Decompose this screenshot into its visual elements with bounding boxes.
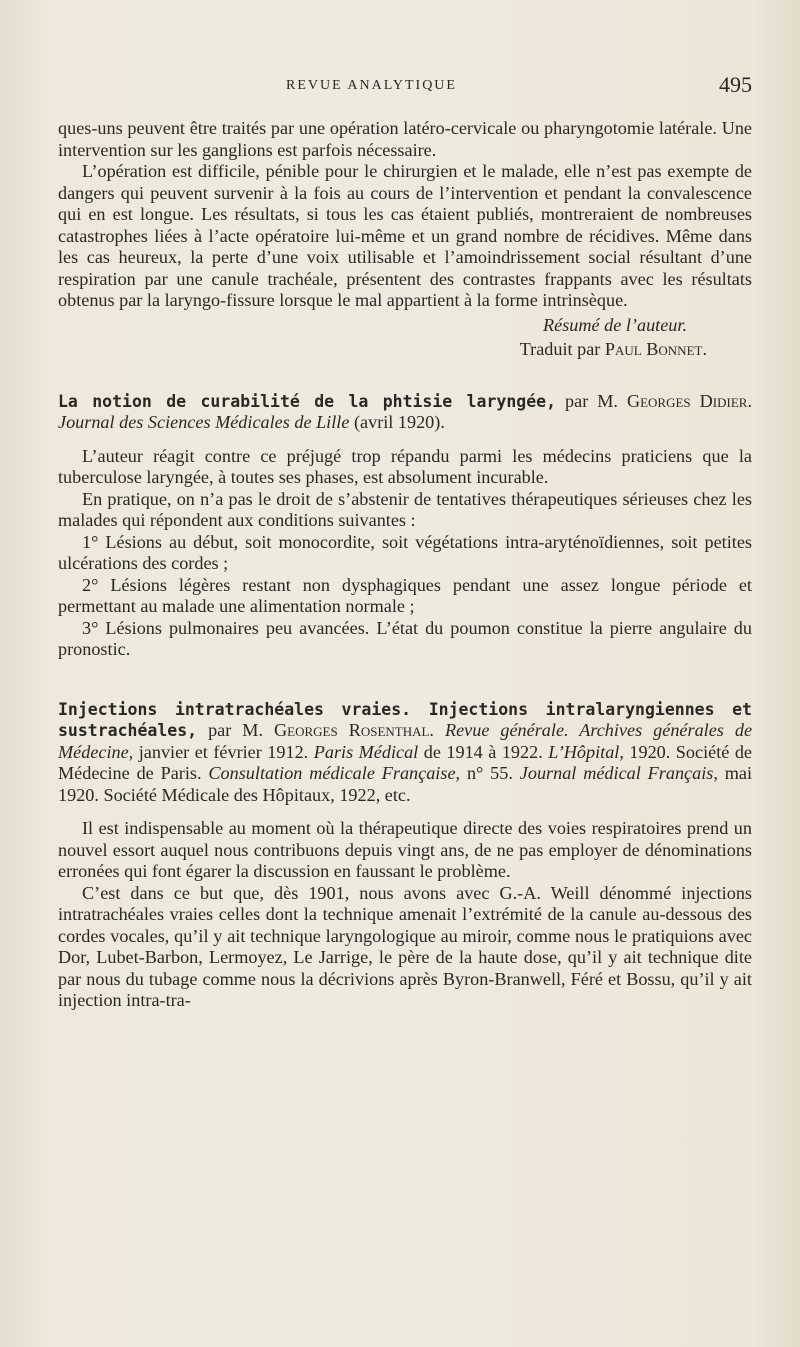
article-source: Paris Médical	[313, 741, 419, 762]
article-date: 1920. Société de Médecine de Paris.	[58, 741, 753, 783]
article-heading-injections	[58, 699, 752, 807]
article-by: par M.	[208, 720, 264, 740]
list-item: 3° Lésions pulmonaires peu avancées. L’état du poumon constitue la pierre angulaire du pronostic.	[58, 617, 752, 659]
article-source: Revue générale. Archives générales de Médecine,	[58, 720, 753, 762]
article-author: Georges Rosenthal.	[274, 720, 434, 740]
article-number: n° 55.	[466, 763, 513, 783]
page-header	[58, 72, 752, 104]
article-date: (avril 1920).	[353, 412, 445, 432]
article-title: La notion de curabilité de la phtisie laryngée,	[58, 391, 557, 411]
paragraph: L’auteur réagit contre ce préjugé trop répandu parmi les médecins praticiens que la tuberculose laryngée, à toutes ses phases, est absolument incurable.	[58, 445, 752, 487]
paragraph: En pratique, on n’a pas le droit de s’abstenir de tentatives thérapeutiques sérieuses chez les malades qui répondent aux conditions suivantes :	[58, 488, 752, 530]
paragraph: Il est indispensable au moment où la thérapeutique directe des voies respiratoires prend un nouvel essort auquel nous contribuons depuis vingt ans, de ne pas employer de dénominations erronées qui font égarer la discussion en faussant le problème.	[58, 818, 752, 881]
author-summary-signature: Résumé de l’auteur.	[543, 314, 687, 335]
article-source: Consultation médicale Française,	[208, 763, 461, 783]
article-source: Journal des Sciences Médicales de Lille	[58, 412, 350, 432]
article-date: mai 1920. Société Médicale des Hôpitaux, 1922, etc.	[58, 763, 753, 805]
article-date: de 1914 à 1922.	[423, 741, 543, 762]
article-source: Journal médical Français,	[519, 763, 718, 783]
article-date: janvier et février 1912.	[138, 741, 309, 762]
translator-prefix: Traduit par	[519, 339, 601, 359]
running-title: REVUE ANALYTIQUE	[286, 78, 457, 93]
paragraph-operation: L’opération est difficile, pénible pour le chirurgien et le malade, elle n’est pas exempte de dangers qui peuvent survenir à la fois au cours de l’intervention et pendant la convalescence qui en est longue. Les résultats, si tous les cas étaient publiés, montreraient de nombreuses catastrophes liées à l’acte opératoire lui-même et un grand nombre de récidives. Même dans les cas heureux, la perte d’une voix utilisable et l’amoindrissement social résultant d’une respiration par une canule trachéale, présentent des contrastes frappants avec les résultats obtenus par la laryngo-fissure lorsque le mal appartient à la forme intrinsèque.	[58, 161, 752, 310]
article-by: par M.	[565, 390, 618, 411]
body-text	[58, 118, 752, 1012]
article-heading-phtisie	[58, 391, 752, 434]
list-item: 2° Lésions légères restant non dysphagiques pendant une assez longue période et permettant au malade une alimentation normale ;	[58, 574, 752, 616]
article-author: Georges Didier.	[626, 390, 752, 411]
list-item: 1° Lésions au début, soit monocordite, soit végétations intra-aryténoïdiennes, soit petites ulcérations des cordes ;	[58, 531, 752, 573]
translator-name: Paul Bonnet.	[604, 339, 707, 359]
translator-credit	[58, 339, 752, 361]
paragraph: C’est dans ce but que, dès 1901, nous avons avec G.-A. Weill dénommé injections intratrachéales vraies celles dont la technique amenait l’extrémité de la canule au-dessous des cordes vocales, qu’il y ait technique laryngologique au miroir, comme nous le pratiquions avec Dor, Lubet-Barbon, Lermoyez, Le Jarrige, le père de la haute dose, qu’il y ait technique dite par nous du tubage comme nous la décrivions après Byron-Branwell, Féré et Bossu, qu’il y ait injection intra-tra-	[58, 882, 752, 1010]
page-number: 495	[719, 72, 752, 97]
continued-paragraph: ques-uns peuvent être traités par une opération latéro-cervicale ou pharyngotomie latérale. Une intervention sur les ganglions est parfois nécessaire.	[58, 118, 752, 160]
article-source: L’Hôpital,	[548, 741, 624, 762]
article-title: Injections intratrachéales vraies. Injections intralaryngiennes et sustrachéales,	[58, 699, 752, 740]
